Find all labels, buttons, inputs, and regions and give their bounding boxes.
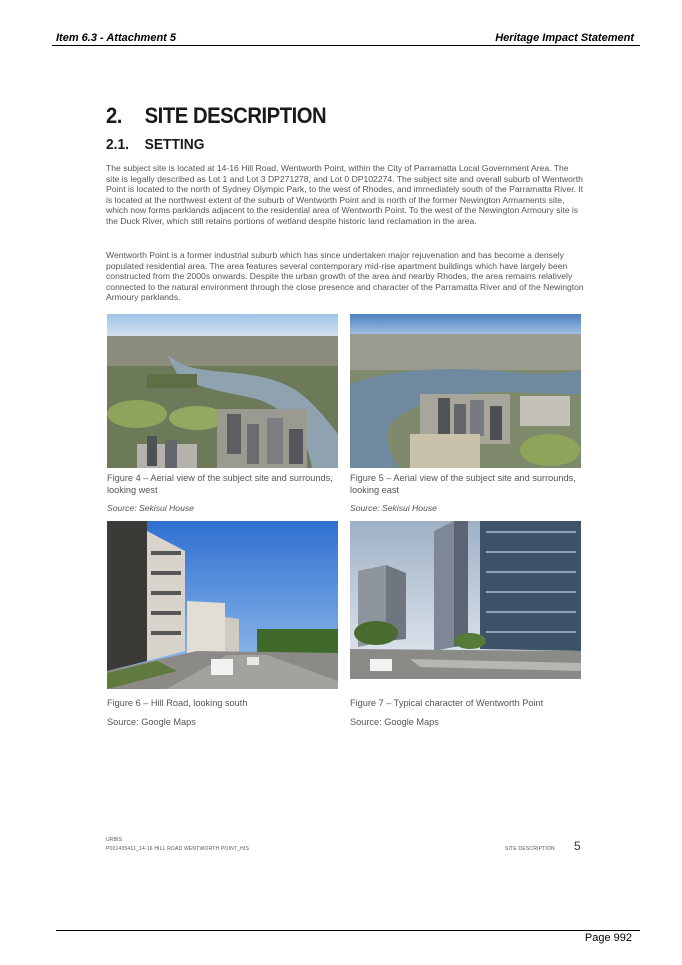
subsection-heading [106,136,204,153]
figure-6-source: Source: Google Maps [107,717,196,727]
figure-7-source: Source: Google Maps [350,717,439,727]
footer-divider [56,930,640,931]
header-divider [52,45,640,46]
figure-4-image [107,314,338,468]
body-paragraph-1: The subject site is located at 14-16 Hill Road, Wentworth Point, within the City of Parramatta Local Government Area. The site is legally described as Lot 1 and Lot 3 DP271278, and Lot 0 DP102274. The subject site and overall suburb of Wentworth Point is located to the north of Sydney Olympic Park, to the west of Rhodes, and immediately south of the Parramatta River. It is located at the northwest extent of the suburb of Wentworth Point and is north of the former Newington Armaments site, which now forms parklands adjacent to the residential area of Wentworth Point. To the west of the Newington Armoury site is the Duck River, which still retains portions of wetland despite historic land reclamation in the area. [106,163,584,226]
page-label: Page 992 [584,932,632,944]
figure-7-image [350,521,581,679]
header-item-label: Item 6.3 - Attachment 5 [56,32,177,44]
figure-5-caption: Figure 5 – Aerial view of the subject site and surrounds, looking east [350,473,576,495]
figure-5-source: Source: Sekisui House [350,503,437,513]
body-paragraph-2: Wentworth Point is a former industrial suburb which has since undertaken major rejuvenation and has become a densely populated residential area. The area features several contemporary mid-rise apartment buildings which have largely been constructed from the 2000s onwards. Despite the urban growth of the area and nearby Rhodes, the area remains relatively connected to the natural environment through the close presence and character of the Parramatta River and of the Newington Armoury parklands. [106,250,584,303]
section-heading [106,103,326,129]
figure-4-caption: Figure 4 – Aerial view of the subject site and surrounds, looking west [107,473,333,495]
footer-page-number: 5 [574,839,581,853]
footer-section-name: SITE DESCRIPTION [505,846,555,852]
figure-5-image [350,314,581,468]
subsection-number: 2.1. [106,136,130,153]
subsection-title: SETTING [144,136,205,153]
figure-7-caption: Figure 7 – Typical character of Wentworth Point [350,698,544,708]
footer-company: URBIS [106,837,123,843]
section-title: SITE DESCRIPTION [144,103,327,128]
section-number: 2. [106,103,122,128]
figure-6-image [107,521,338,689]
footer-file-reference: P0014354​11_14-16 HILL ROAD WENTWORTH POINT_HIS [106,846,250,852]
figure-6-caption: Figure 6 – Hill Road, looking south [107,698,248,708]
figure-4-source: Source: Sekisui House [107,503,194,513]
header-document-title: Heritage Impact Statement [495,32,634,44]
